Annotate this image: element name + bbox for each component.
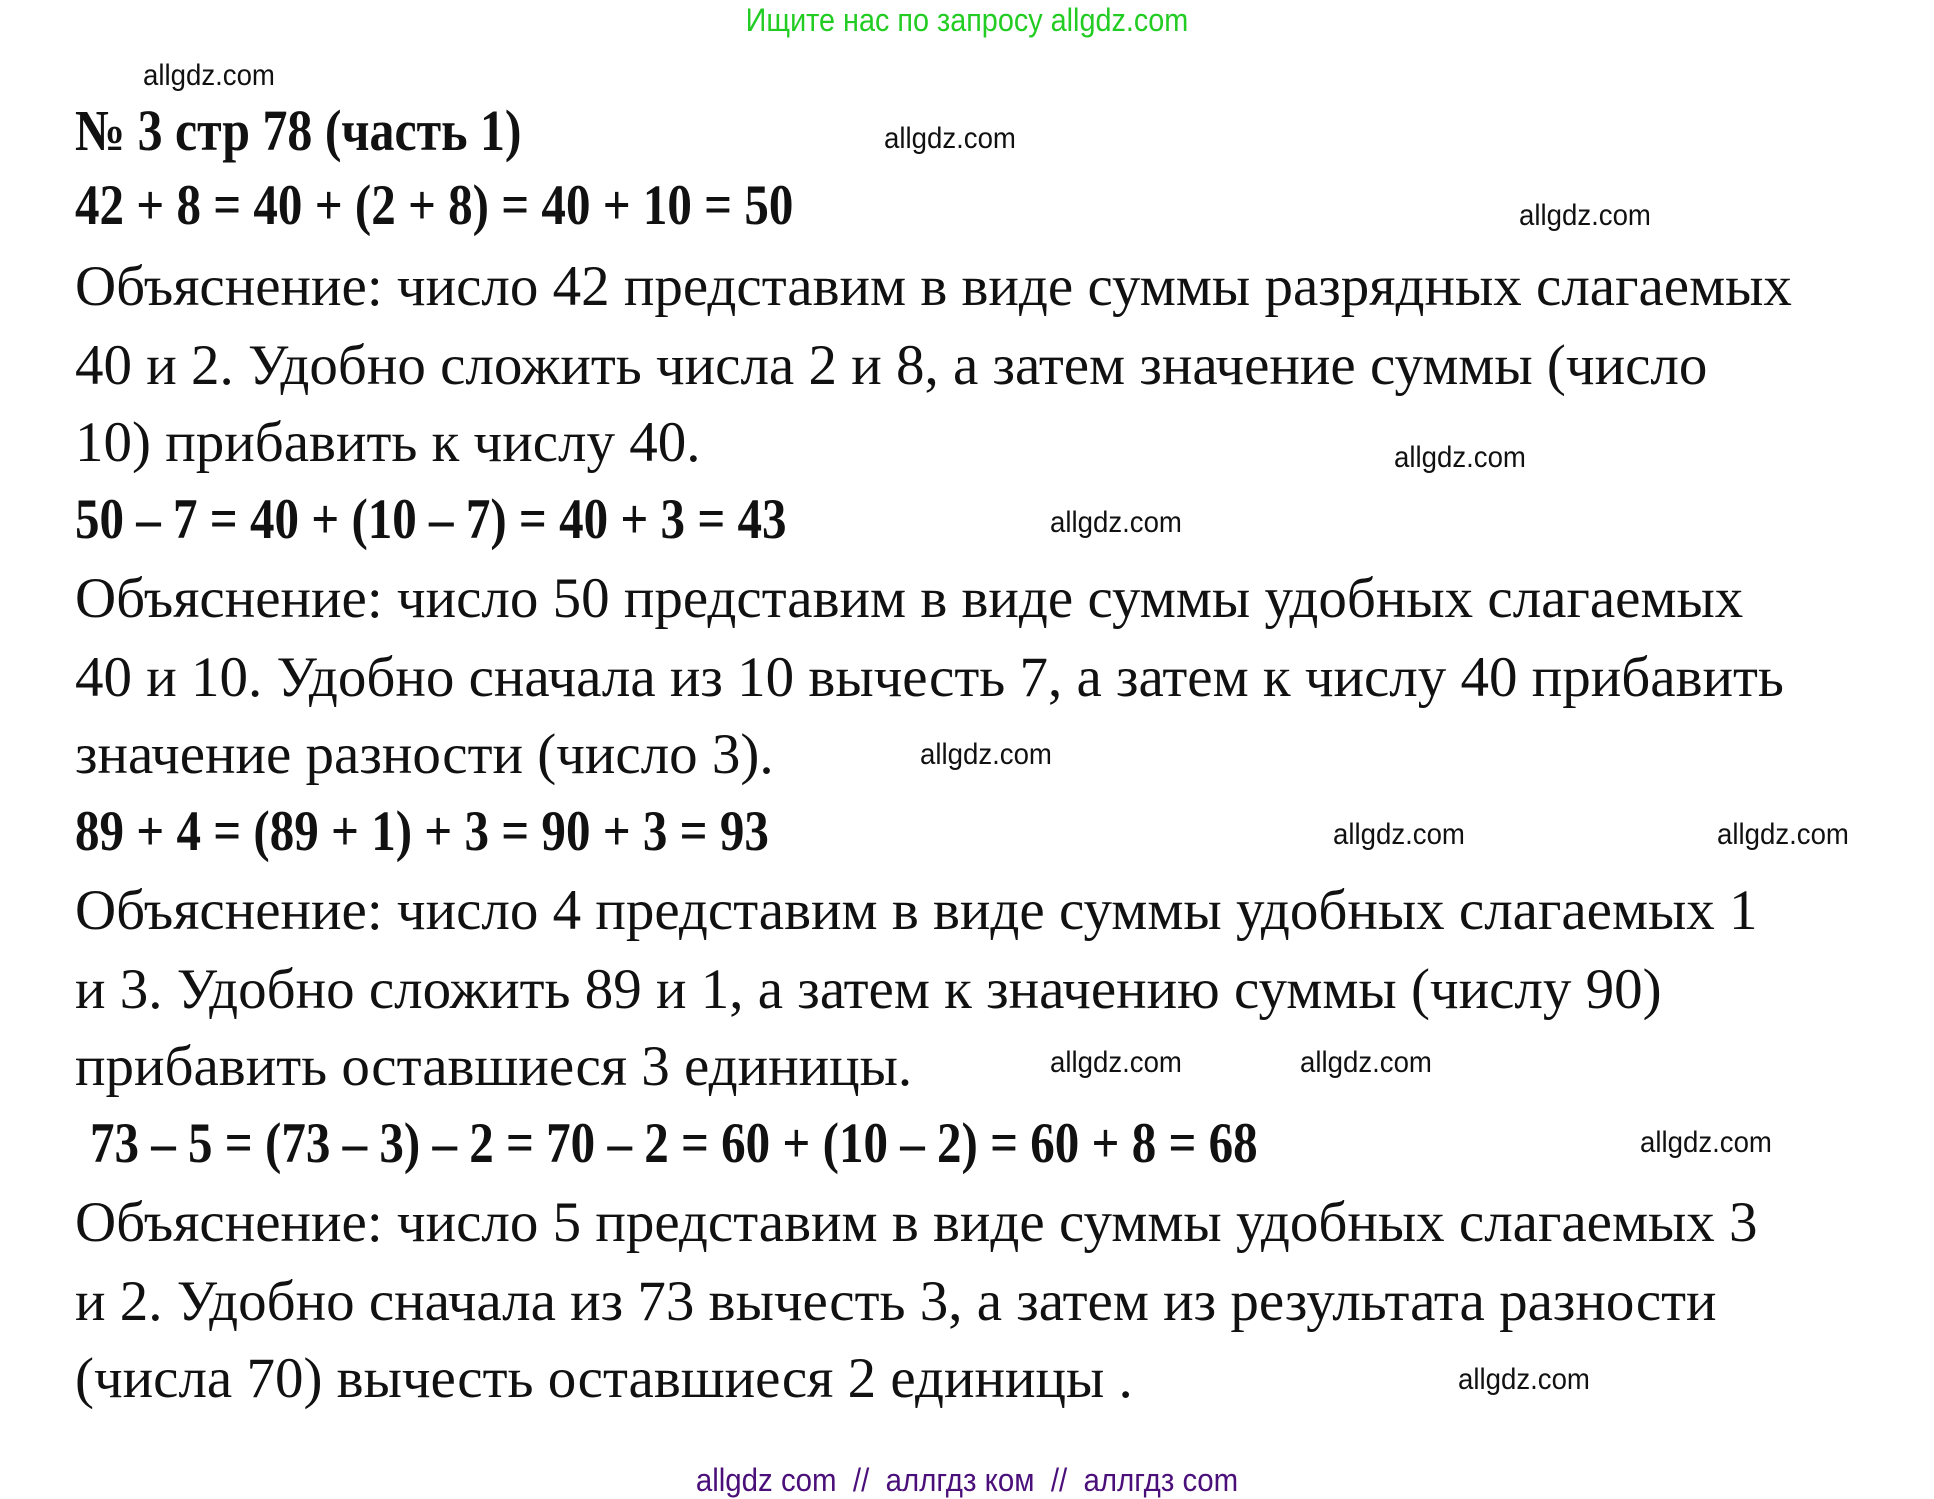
equation-3: 89 + 4 = (89 + 1) + 3 = 90 + 3 = 93 bbox=[75, 800, 769, 863]
explanation-line: Объяснение: число 5 представим в виде суммы удобных слагаемых 3 bbox=[75, 1191, 1758, 1254]
exercise-heading: № 3 стр 78 (часть 1) bbox=[75, 98, 522, 163]
watermark: allgdz.com bbox=[1333, 818, 1465, 851]
equation-1: 42 + 8 = 40 + (2 + 8) = 40 + 10 = 50 bbox=[75, 174, 794, 237]
watermark: allgdz.com bbox=[1050, 1046, 1182, 1079]
equation-2: 50 – 7 = 40 + (10 – 7) = 40 + 3 = 43 bbox=[75, 488, 787, 551]
watermark: allgdz.com bbox=[884, 122, 1016, 155]
explanation-line: Объяснение: число 50 представим в виде суммы удобных слагаемых bbox=[75, 567, 1744, 630]
watermark: allgdz.com bbox=[1458, 1363, 1590, 1396]
watermark: allgdz.com bbox=[1394, 441, 1526, 474]
explanation-line: 40 и 10. Удобно сначала из 10 вычесть 7, а затем к числу 40 прибавить bbox=[75, 646, 1784, 709]
watermark: allgdz.com bbox=[920, 738, 1052, 771]
explanation-line: 40 и 2. Удобно сложить числа 2 и 8, а затем значение суммы (число bbox=[75, 334, 1708, 397]
explanation-line: прибавить оставшиеся 3 единицы. bbox=[75, 1035, 913, 1098]
equation-4: 73 – 5 = (73 – 3) – 2 = 70 – 2 = 60 + (10 – 2) = 60 + 8 = 68 bbox=[90, 1112, 1258, 1175]
explanation-line: (числа 70) вычесть оставшиеся 2 единицы . bbox=[75, 1347, 1133, 1410]
explanation-line: значение разности (число 3). bbox=[75, 723, 774, 786]
explanation-line: Объяснение: число 42 представим в виде суммы разрядных слагаемых bbox=[75, 255, 1792, 318]
explanation-line: и 2. Удобно сначала из 73 вычесть 3, а затем из результата разности bbox=[75, 1270, 1717, 1333]
watermark: allgdz.com bbox=[143, 59, 275, 92]
watermark: allgdz.com bbox=[1717, 818, 1849, 851]
explanation-line: 10) прибавить к числу 40. bbox=[75, 411, 701, 474]
watermark: allgdz.com bbox=[1300, 1046, 1432, 1079]
explanation-line: Объяснение: число 4 представим в виде суммы удобных слагаемых 1 bbox=[75, 879, 1758, 942]
watermark: allgdz.com bbox=[1640, 1126, 1772, 1159]
watermark: allgdz.com bbox=[1050, 506, 1182, 539]
watermark: allgdz.com bbox=[1519, 199, 1651, 232]
search-banner: Ищите нас по запросу allgdz.com bbox=[745, 2, 1189, 38]
explanation-line: и 3. Удобно сложить 89 и 1, а затем к значению суммы (числу 90) bbox=[75, 958, 1662, 1021]
footer-links: allgdz com // аллгдз ком // аллгдз com bbox=[695, 1462, 1239, 1498]
